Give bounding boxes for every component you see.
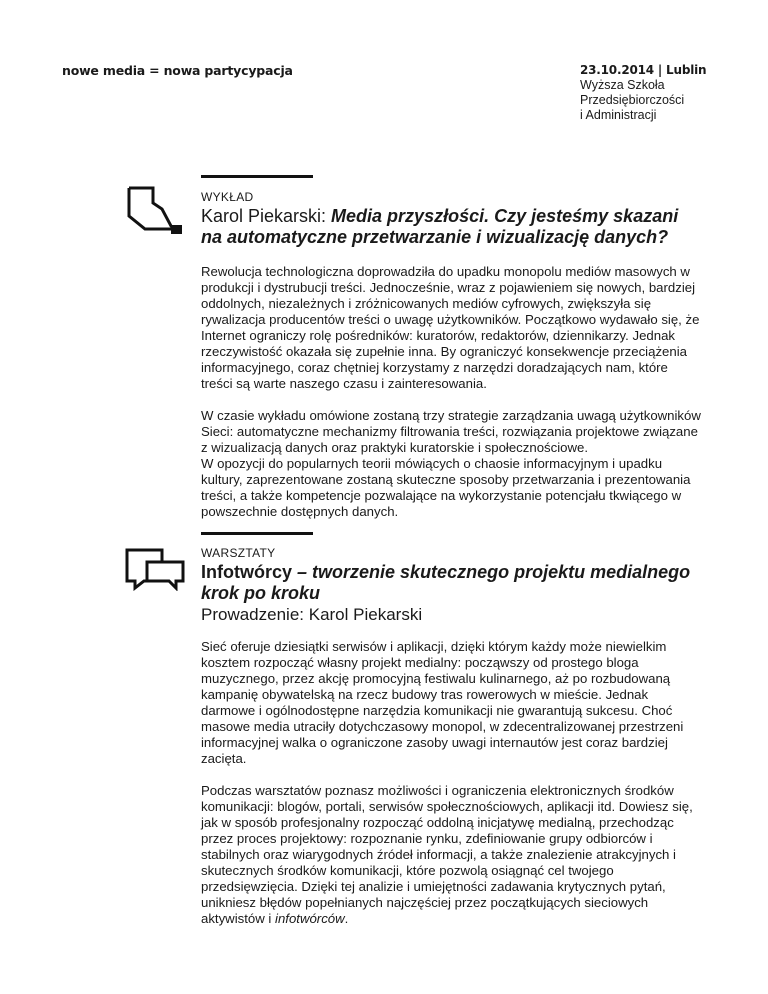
workshop-paragraph-text: Podczas warsztatów poznasz możliwości i ograniczenia elektronicznych środków komunikacji: blogów, portali, serwisów społecznościowych, aplikacji itd. Dowiesz się, jak w sposób profesjonalny rozpocząć oddolną inicjatywę medialną, przechodząc przez proces projektowy: rozpoznanie rynku, zdefiniowanie grupy odbiorców i stabilnych oraz wiarygodnych źródeł informacji, a także znalezienie atrakcyjnych i skutecznych środków komunikacji, które pozwolą osiągnąć cel twojego przedsięwzięcia. Dzięki tej analizie i umiejętności zadawania krytycznych pytań, unikniesz błędów popełnianych najczęściej przez początkujących sieciowych aktywistów i (201, 783, 693, 926)
event-info (580, 63, 730, 123)
workshop-section (201, 546, 701, 927)
date-place: 23.10.2014 | Lublin (580, 63, 707, 77)
lecture-icon (126, 185, 188, 243)
lecture-speaker: Karol Piekarski: (201, 206, 332, 226)
lecture-paragraph: W czasie wykładu omówione zostaną trzy strategie zarządzania uwagą użytkowników Sieci: automatyczne mechanizmy filtrowania treści, rozwiązania projektowe związane z wizualizacją danych oraz praktyki kuratorskie i społecznościowe. (201, 408, 701, 455)
lecture-paragraph: Rewolucja technologiczna doprowadziła do upadku monopolu mediów masowych w produkcji i dystrubucji treści. Jednocześnie, wraz z pojawieniem się nowych, bardziej oddolnych, niezależnych i zróżnicowanych mediów cyfrowych, zwiększyła się rywalizacja producentów treści o uwagę użytkowników. Początkowo wydawało się, że Internet ograniczy rolę pośredników: kuratorów, redaktorów, dziennikarzy. Jednak rzeczywistość okazała się zupełnie inna. By ograniczyć konsekwencje przeciążenia informacyjnego, coraz chętniej korzystamy z narzędzi doradzających nam, które treści są warte naszego czasu i zainteresowania. (201, 264, 700, 391)
workshop-paragraph (201, 783, 701, 927)
workshop-paragraph-end: . (344, 911, 349, 926)
section-divider (201, 175, 313, 178)
workshop-title-bold: Infotwórcy (201, 562, 293, 582)
venue-line: Wyższa Szkoła (580, 78, 665, 92)
workshop-topic: – tworzenie skutecznego projektu medialnego krok po kroku (201, 562, 691, 603)
section-label: WYKŁAD (201, 190, 254, 204)
lecture-title (201, 206, 701, 248)
workshop-host: Prowadzenie: Karol Piekarski (201, 605, 423, 624)
venue-line: i Administracji (580, 108, 657, 122)
workshop-paragraph: Sieć oferuje dziesiątki serwisów i aplikacji, dzięki którym każdy może niewielkim kosztem rozpocząć własny projekt medialny: począwszy od prostego bloga muzycznego, przez akcję promocyjną festiwalu kulinarnego, aż po rozbudowaną kampanię obywatelską na rzecz budowy tras rowerowych w mieście. Jednak darmowe i ogólnodostępne narzędzia komunikacji nie gwarantują sukcesu. Choć masowe media utraciły dotychczasowy monopol, w zdecentralizowanej przestrzeni informacyjnej walka o ograniczone zasoby uwagi internautów jest coraz bardziej zacięta. (201, 639, 684, 766)
lecture-paragraph: W opozycji do popularnych teorii mówiących o chaosie informacyjnym i upadku kultury, zaprezentowane zostaną skuteczne sposoby przetwarzania i prezentowania treści, a także kompetencje pozwalające na wykorzystanie potencjału tkwiącego w powszechnie dostępnych danych. (201, 456, 691, 519)
workshop-title (201, 562, 701, 604)
section-label: WARSZTATY (201, 546, 276, 560)
lecture-topic: Media przyszłości. Czy jesteśmy skazani na automatyczne przetwarzanie i wizualizację danych? (201, 206, 679, 247)
event-title: nowe media = nowa partycypacja (62, 63, 293, 78)
workshop-paragraph-italic: infotwórców (275, 911, 345, 926)
section-divider (201, 532, 313, 535)
venue-line: Przedsiębiorczości (580, 93, 685, 107)
chat-bubbles-icon (122, 547, 188, 591)
lecture-section (201, 190, 701, 520)
